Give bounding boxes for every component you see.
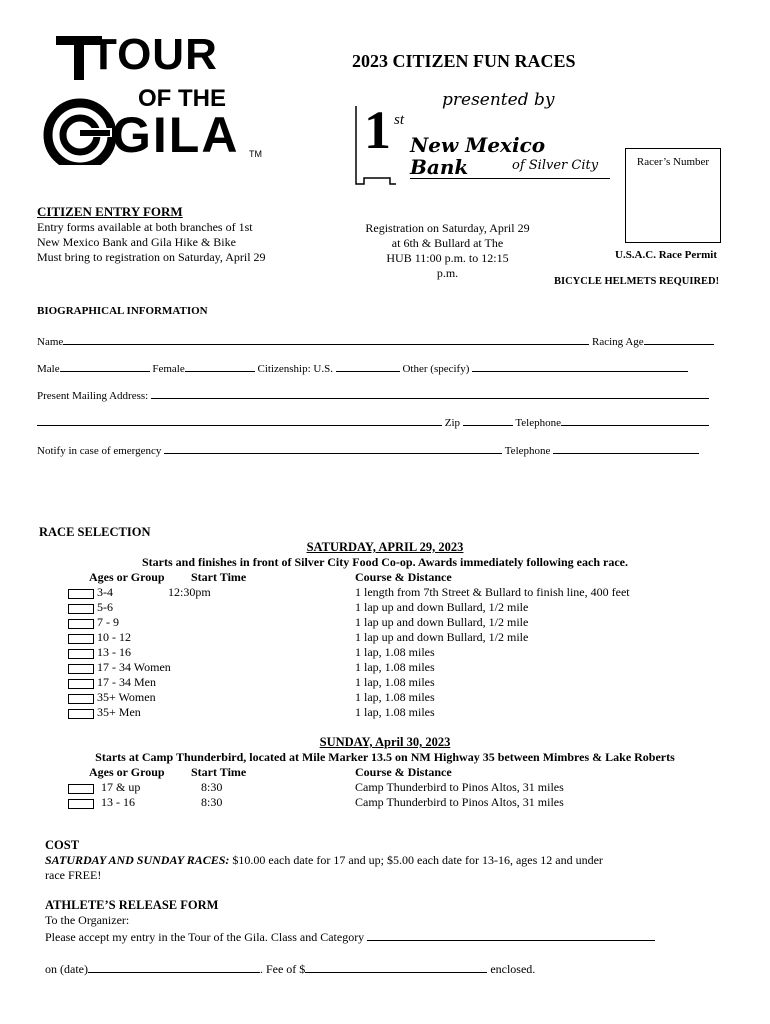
race-row (0, 690, 770, 705)
race-age: 17 & up (101, 780, 141, 794)
race-time: 12:30pm (168, 585, 211, 599)
telephone-field[interactable] (561, 413, 709, 426)
race-age: 35+ Men (97, 705, 141, 719)
release-heading: ATHLETE’S RELEASE FORM (45, 898, 219, 912)
saturday-date: SATURDAY, APRIL 29, 2023 (306, 540, 464, 554)
entry-line-3: Must bring to registration on Saturday, April 29 (37, 250, 266, 264)
race-checkbox[interactable] (68, 799, 94, 809)
race-selection-heading: RACE SELECTION (39, 525, 151, 539)
bank-logo (350, 90, 610, 190)
release-section (45, 898, 745, 977)
cost-section (45, 838, 745, 883)
telephone-field-2[interactable] (553, 441, 699, 454)
entry-line-1: Entry forms available at both branches of 1st (37, 220, 253, 234)
race-age: 13 - 16 (97, 645, 131, 659)
sun-col-age: Ages or Group (89, 765, 165, 779)
race-checkbox[interactable] (68, 784, 94, 794)
name-row (37, 332, 727, 349)
race-row (0, 795, 770, 810)
race-course: 1 lap up and down Bullard, 1/2 mile (355, 600, 529, 614)
race-row (0, 675, 770, 690)
release-to: To the Organizer: (45, 913, 130, 927)
female-label: Female (152, 363, 185, 375)
race-course: 1 lap, 1.08 miles (355, 645, 435, 659)
gender-row (37, 359, 727, 376)
class-category-field[interactable] (367, 928, 655, 941)
race-age: 17 - 34 Women (97, 660, 171, 674)
sat-col-age: Ages or Group (89, 570, 165, 584)
citizenship-label: Citizenship: U.S. (257, 363, 333, 375)
registration-line-2: at 6th & Bullard at The (391, 236, 504, 250)
cost-text (45, 853, 745, 868)
logo-line-1: TOUR (90, 30, 218, 79)
race-checkbox[interactable] (68, 679, 94, 689)
release-date-row (45, 960, 745, 977)
registration-line-3: HUB 11:00 p.m. to 12:15 (386, 251, 509, 265)
race-course: 1 lap up and down Bullard, 1/2 mile (355, 615, 529, 629)
race-course: Camp Thunderbird to Pinos Altos, 31 miles (355, 795, 564, 809)
racer-number-label: Racer’s Number (636, 156, 710, 168)
entry-heading: CITIZEN ENTRY FORM (37, 204, 183, 219)
registration-line-1: Registration on Saturday, April 29 (365, 221, 530, 235)
emergency-label: Notify in case of emergency (37, 445, 162, 457)
emergency-field[interactable] (164, 441, 502, 454)
race-course: 1 lap up and down Bullard, 1/2 mile (355, 630, 529, 644)
other-field[interactable] (472, 359, 688, 372)
race-course: Camp Thunderbird to Pinos Altos, 31 miles (355, 780, 564, 794)
race-course: 1 lap, 1.08 miles (355, 660, 435, 674)
race-course: 1 lap, 1.08 miles (355, 705, 435, 719)
race-age: 7 - 9 (97, 615, 119, 629)
race-checkbox[interactable] (68, 649, 94, 659)
entry-form-block (37, 204, 327, 265)
race-time: 8:30 (201, 795, 223, 809)
fee-label: . Fee of $ (259, 962, 306, 976)
sat-col-time: Start Time (191, 570, 247, 584)
emergency-row (37, 441, 727, 458)
race-age: 13 - 16 (101, 795, 135, 809)
zip-field[interactable] (463, 413, 513, 426)
sunday-note: Starts at Camp Thunderbird, located at Mile Marker 13.5 on NM Highway 35 between Mimbres & Lake Roberts (95, 750, 675, 764)
enclosed-label: enclosed. (490, 962, 536, 976)
on-date-label: on (date) (45, 962, 88, 976)
cost-text-2: race FREE! (45, 868, 102, 882)
race-age: 5-6 (97, 600, 113, 614)
race-row (0, 705, 770, 720)
address-label: Present Mailing Address: (37, 390, 149, 402)
usac-permit: U.S.A.C. Race Permit (615, 249, 718, 261)
name-field[interactable] (63, 332, 589, 345)
race-checkbox[interactable] (68, 694, 94, 704)
cost-body: $10.00 each date for 17 and up; $5.00 each date for 13-16, ages 12 and under (229, 853, 603, 867)
sun-col-course: Course & Distance (355, 765, 452, 779)
bank-st: st (394, 112, 405, 128)
tour-of-the-gila-logo (28, 30, 268, 165)
bank-name: New Mexico Bank (410, 134, 610, 179)
sun-col-time: Start Time (191, 765, 247, 779)
bank-sub: of Silver City (512, 158, 599, 173)
race-checkbox[interactable] (68, 709, 94, 719)
page-title: 2023 CITIZEN FUN RACES (352, 51, 576, 71)
sunday-date: SUNDAY, April 30, 2023 (319, 735, 451, 749)
citizenship-us-field[interactable] (336, 359, 400, 372)
racing-age-field[interactable] (644, 332, 714, 345)
race-age: 3-4 (97, 585, 113, 599)
race-age: 35+ Women (97, 690, 156, 704)
other-label: Other (specify) (402, 363, 470, 375)
race-row (0, 600, 770, 615)
male-label: Male (37, 363, 60, 375)
release-accept: Please accept my entry in the Tour of the Gila. Class and Category (45, 930, 365, 944)
registration-line-4: p.m. (436, 266, 459, 280)
race-age: 17 - 34 Men (97, 675, 156, 689)
race-course: 1 lap, 1.08 miles (355, 690, 435, 704)
male-field[interactable] (60, 359, 150, 372)
date-field[interactable] (88, 960, 260, 973)
race-time: 8:30 (201, 780, 223, 794)
race-row (0, 660, 770, 675)
address-field-2[interactable] (37, 413, 442, 426)
race-row (0, 585, 770, 600)
race-row (0, 630, 770, 645)
entry-line-2: New Mexico Bank and Gila Hike & Bike (37, 235, 236, 249)
release-accept-row (45, 928, 745, 945)
race-checkbox[interactable] (68, 634, 94, 644)
race-row (0, 780, 770, 795)
helmets-required: BICYCLE HELMETS REQUIRED! (554, 276, 720, 287)
cost-heading: COST (45, 838, 80, 852)
logo-line-2: OF THE (138, 85, 226, 112)
race-checkbox[interactable] (68, 619, 94, 629)
name-label: Name (37, 336, 64, 348)
race-course: 1 length from 7th Street & Bullard to finish line, 400 feet (355, 585, 630, 599)
racer-number-box[interactable] (625, 148, 721, 243)
fee-field[interactable] (305, 960, 487, 973)
racing-age-label: Racing Age (592, 336, 644, 348)
saturday-note: Starts and finishes in front of Silver City Food Co-op. Awards immediately following each race. (142, 555, 628, 569)
race-row (0, 615, 770, 630)
bank-first-number: 1 (364, 100, 391, 160)
race-checkbox[interactable] (68, 664, 94, 674)
logo-line-3: GILA (112, 107, 240, 163)
race-age: 10 - 12 (97, 630, 131, 644)
address-row-2 (37, 413, 727, 430)
telephone-label: Telephone (515, 417, 561, 429)
female-field[interactable] (185, 359, 255, 372)
bio-heading: BIOGRAPHICAL INFORMATION (37, 305, 208, 317)
registration-info (345, 221, 550, 281)
sat-col-course: Course & Distance (355, 570, 452, 584)
race-checkbox[interactable] (68, 604, 94, 614)
race-row (0, 645, 770, 660)
address-row (37, 386, 727, 403)
race-checkbox[interactable] (68, 589, 94, 599)
zip-label: Zip (444, 417, 461, 429)
telephone-label-2: Telephone (504, 445, 551, 457)
address-field[interactable] (151, 386, 709, 399)
cost-label: SATURDAY AND SUNDAY RACES: (45, 853, 230, 867)
trademark: TM (249, 149, 262, 159)
presented-by: presented by (442, 90, 555, 110)
race-course: 1 lap, 1.08 miles (355, 675, 435, 689)
